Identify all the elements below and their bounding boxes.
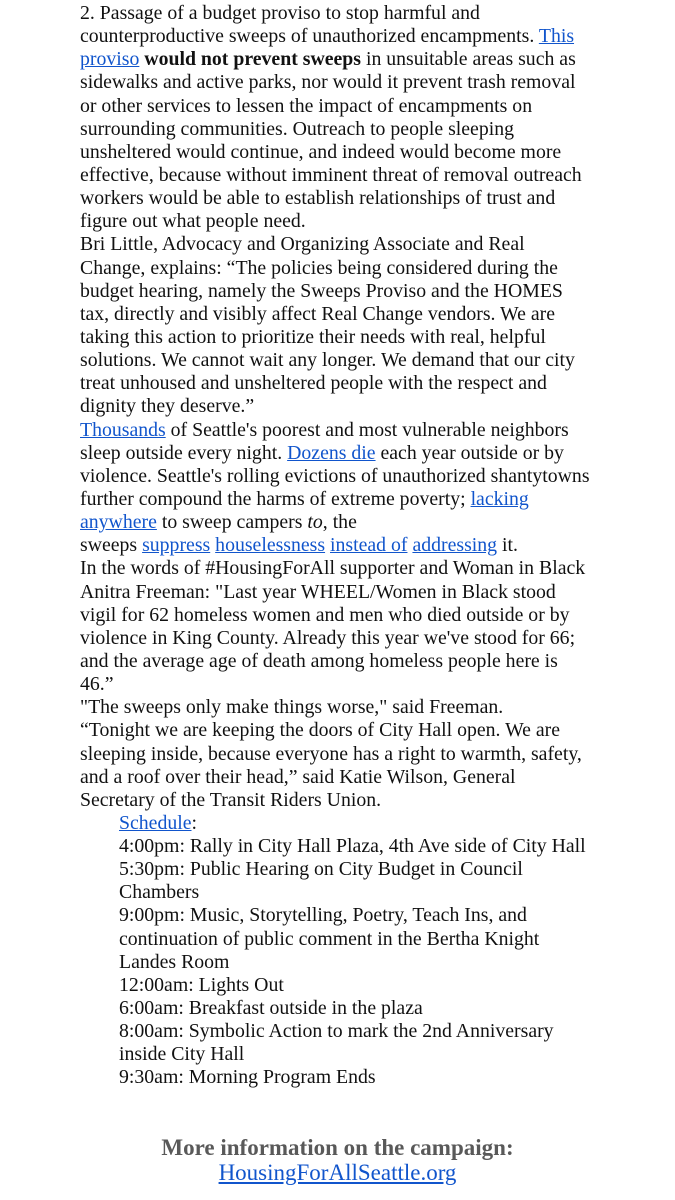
text-line xyxy=(80,557,665,580)
text-run: violence. Seattle's rolling evictions of unauthorized shantytowns xyxy=(80,464,590,487)
text-run: 46.” xyxy=(80,673,114,696)
schedule-item xyxy=(119,835,665,858)
link-lacking[interactable]: lacking xyxy=(470,487,529,510)
text-run: dignity they deserve.” xyxy=(80,395,255,418)
campaign-website-link[interactable]: HousingForAllSeattle.org xyxy=(218,1160,457,1185)
text-run: treat unhoused and unsheltered people with the respect and xyxy=(80,372,547,395)
text-line xyxy=(80,743,665,766)
text-run: and a roof over their head,” said Katie Wilson, General xyxy=(80,765,516,788)
link-addressing[interactable]: addressing xyxy=(412,534,498,557)
text-run: sweeps xyxy=(80,534,143,557)
text-run: taking this action to prioritize their needs with real, helpful xyxy=(80,325,546,348)
paragraph xyxy=(80,2,665,233)
text-run: 2. Passage of a budget proviso to stop harmful and xyxy=(80,2,480,24)
text-line xyxy=(80,118,665,141)
text-line xyxy=(80,604,665,627)
text-run: to sweep campers xyxy=(156,511,308,534)
text-line xyxy=(80,280,665,303)
link-dozens-die[interactable]: Dozens die xyxy=(287,441,376,464)
text-run: budget hearing, namely the Sweeps Proviso and the HOMES xyxy=(80,279,563,302)
text-line xyxy=(80,71,665,94)
text-run: “Tonight we are keeping the doors of City Hall open. We are xyxy=(80,719,561,742)
text-run: vigil for 62 homeless women and men who died outside or by xyxy=(80,603,570,626)
schedule-item xyxy=(119,997,665,1020)
text-run: sidewalks and active parks, nor would it prevent trash removal xyxy=(80,71,576,94)
text-line xyxy=(80,488,665,511)
link-anywhere[interactable]: anywhere xyxy=(80,511,157,534)
link-thousands[interactable]: Thousands xyxy=(80,418,166,441)
text-run: sleep outside every night. xyxy=(80,441,288,464)
link-proviso[interactable]: proviso xyxy=(80,48,140,71)
text-run: counterproductive sweeps of unauthorized encampments. xyxy=(80,25,539,48)
text-line xyxy=(80,766,665,789)
text-run: tax, directly and visibly affect Real Change vendors. We are xyxy=(80,302,556,325)
text-run: solutions. We cannot wait any longer. We demand that our city xyxy=(80,349,575,372)
text-line xyxy=(80,48,665,71)
schedule-item-line: 12:00am: Lights Out xyxy=(119,973,284,996)
text-line xyxy=(80,25,665,48)
text-line xyxy=(80,719,665,742)
text-line xyxy=(80,442,665,465)
text-line xyxy=(80,210,665,233)
text-line xyxy=(80,395,665,418)
text-line xyxy=(80,141,665,164)
text-line xyxy=(80,303,665,326)
text-line xyxy=(80,650,665,673)
text-run: further compound the harms of extreme poverty; xyxy=(80,487,471,510)
text-run: of Seattle's poorest and most vulnerable neighbors xyxy=(165,418,569,441)
text-line xyxy=(80,465,665,488)
schedule-heading-suffix: : xyxy=(191,811,198,834)
text-line xyxy=(80,696,665,719)
link-this[interactable]: This xyxy=(538,25,575,48)
text-run: violence in King County. Already this year we've stood for 66; xyxy=(80,626,576,649)
text-run: Bri Little, Advocacy and Organizing Associate and Real xyxy=(80,233,525,256)
schedule-items xyxy=(119,835,665,1090)
schedule-item-line: Chambers xyxy=(119,881,200,904)
text-line xyxy=(80,349,665,372)
schedule-item-line: 9:30am: Morning Program Ends xyxy=(119,1066,376,1089)
text-run: Change, explains: “The policies being considered during the xyxy=(80,256,558,279)
schedule-heading xyxy=(119,812,665,835)
text-line xyxy=(80,326,665,349)
text-line xyxy=(80,419,665,442)
schedule-section xyxy=(119,812,665,1090)
schedule-item-line: 9:00pm: Music, Storytelling, Poetry, Teach Ins, and xyxy=(119,904,527,927)
text-run: each year outside or by xyxy=(375,441,564,464)
text-line xyxy=(80,534,665,557)
text-line xyxy=(80,2,665,25)
text-run: sleeping inside, because everyone has a right to warmth, safety, xyxy=(80,742,582,765)
text-run: figure out what people need. xyxy=(80,210,306,233)
text-line xyxy=(80,372,665,395)
text-line xyxy=(80,789,665,812)
schedule-item xyxy=(119,974,665,997)
text-run: Secretary of the Transit Riders Union. xyxy=(80,788,382,811)
bold-text: would not prevent sweeps xyxy=(144,48,361,71)
text-run: effective, because without imminent threat of removal outreach xyxy=(80,163,582,186)
text-run: it. xyxy=(497,534,518,557)
text-run: "The sweeps only make things worse," said Freeman. xyxy=(80,696,504,719)
text-line xyxy=(80,511,665,534)
document-body xyxy=(80,2,665,1090)
text-line xyxy=(80,187,665,210)
schedule-item-line: Landes Room xyxy=(119,950,230,973)
text-line xyxy=(80,257,665,280)
schedule-item-line: 5:30pm: Public Hearing on City Budget in Council xyxy=(119,858,523,881)
schedule-item xyxy=(119,858,665,904)
text-run: or other services to lessen the impact of encampments on xyxy=(80,94,533,117)
link-suppress[interactable]: suppress xyxy=(142,534,211,557)
press-release-paragraphs xyxy=(80,2,665,812)
schedule-item-line: continuation of public comment in the Bertha Knight xyxy=(119,927,540,950)
text-run: workers would be able to establish relationships of trust and xyxy=(80,187,556,210)
footer-link-row xyxy=(0,1160,675,1185)
campaign-footer xyxy=(0,1135,675,1185)
text-line xyxy=(80,95,665,118)
schedule-item-line: 8:00am: Symbolic Action to mark the 2nd Anniversary xyxy=(119,1020,554,1043)
text-line xyxy=(80,233,665,256)
footer-heading: More information on the campaign: xyxy=(161,1135,514,1160)
text-line xyxy=(80,673,665,696)
text-run: and the average age of death among homeless people here is xyxy=(80,649,558,672)
schedule-item xyxy=(119,904,665,973)
text-run: unsheltered would continue, and indeed would become more xyxy=(80,140,562,163)
text-run: in unsuitable areas such as xyxy=(361,48,576,71)
schedule-link[interactable]: Schedule xyxy=(119,811,192,834)
schedule-item-line: 4:00pm: Rally in City Hall Plaza, 4th Ave side of City Hall xyxy=(119,835,586,858)
paragraph xyxy=(80,719,665,812)
paragraph xyxy=(80,233,665,418)
text-line xyxy=(80,164,665,187)
paragraph xyxy=(80,696,665,719)
italic-text: to xyxy=(307,511,323,534)
text-line xyxy=(80,627,665,650)
text-run: In the words of #HousingForAll supporter and Woman in Black xyxy=(80,557,586,580)
text-run: Anitra Freeman: "Last year WHEEL/Women in Black stood xyxy=(80,580,556,603)
text-run: , the xyxy=(322,511,357,534)
text-line xyxy=(80,581,665,604)
paragraph xyxy=(80,557,665,696)
schedule-item-line: 6:00am: Breakfast outside in the plaza xyxy=(119,997,423,1020)
schedule-item xyxy=(119,1020,665,1066)
link-instead-of[interactable]: instead of xyxy=(330,534,408,557)
schedule-item xyxy=(119,1066,665,1089)
text-run: surrounding communities. Outreach to people sleeping xyxy=(80,117,514,140)
schedule-item-line: inside City Hall xyxy=(119,1043,245,1066)
link-houselessness[interactable]: houselessness xyxy=(215,534,326,557)
paragraph xyxy=(80,419,665,558)
